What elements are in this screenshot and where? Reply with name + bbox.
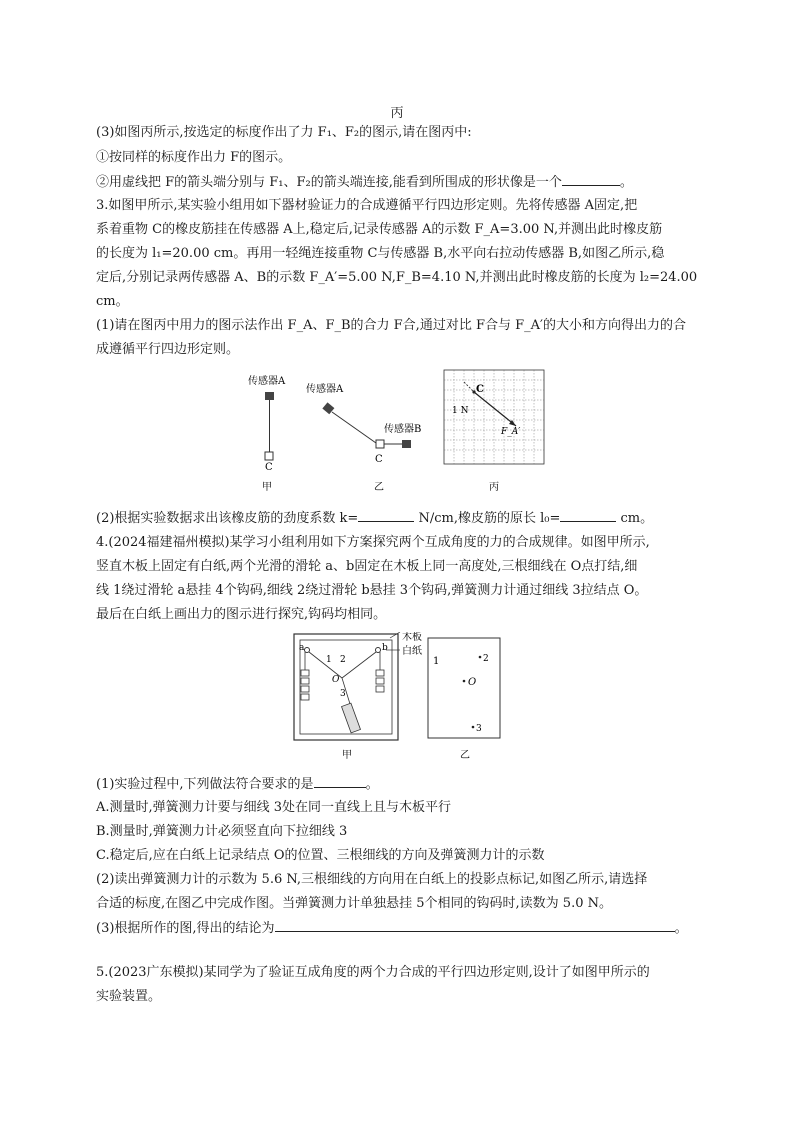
- q3-line3: 的长度为 l₁=20.00 cm。再用一轻绳连接重物 C与传感器 B,水平向右拉动传感器 B,如图乙所示,稳: [96, 246, 665, 261]
- grid-bing: [444, 370, 544, 464]
- label-c-yi: C: [375, 454, 383, 465]
- answer-blank-q4-1[interactable]: [314, 774, 366, 788]
- q4-option-b: B.测量时,弹簧测力计必须竖直向下拉细线 3: [96, 824, 348, 839]
- weight-c-jia: [265, 452, 273, 460]
- q3-part1-line1: (1)请在图丙中用力的图示法作出 F_A、F_B的合力 F合,通过对比 F合与 F_A′的大小和方向得出力的合: [96, 318, 686, 333]
- caption-bing: 丙: [489, 482, 499, 493]
- pulley-a: [305, 648, 310, 653]
- q4-option-c: C.稳定后,应在白纸上记录结点 O的位置、三根细线的方向及弹簧测力计的示数: [96, 848, 545, 863]
- q3-line5: cm。: [96, 294, 129, 309]
- q3-figure: [238, 368, 558, 494]
- label-3: 3: [340, 689, 346, 699]
- q3-part1-line2: 成遵循平行四边形定则。: [96, 342, 240, 357]
- label-1: 1: [326, 655, 332, 665]
- pulley-b: [376, 648, 381, 653]
- paper-yi: [428, 638, 500, 738]
- q4-part2-line1: (2)读出弹簧测力计的示数为 5.6 N,三根细线的方向用在白纸上的投影点标记,如图乙所示,请选择: [96, 872, 648, 887]
- label-board: 木板: [402, 632, 422, 643]
- figure-caption-bing-top: 丙: [390, 106, 404, 121]
- q4-figure: [290, 632, 510, 764]
- point-2: 2: [483, 654, 489, 664]
- point-o-dot: [463, 680, 466, 683]
- q3-line1: 3.如图甲所示,某实验小组用如下器材验证力的合成遵循平行四边形定则。先将传感器 A固定,把: [96, 198, 638, 213]
- q2-part3-line1: (3)如图丙所示,按选定的标度作出了力 F₁、F₂的图示,请在图丙中:: [96, 125, 472, 140]
- sensor-b-yi: [402, 440, 411, 448]
- rubber-band-yi: [332, 412, 376, 443]
- label-2: 2: [340, 655, 346, 665]
- q4-line2: 竖直木板上固定有白纸,两个光滑的滑轮 a、b固定在木板上同一高度处,三根细线在 O点打结,细: [96, 559, 638, 574]
- q2-part3-line3: ②用虚线把 F的箭头端分别与 F₁、F₂的箭头端连接,能看到所围成的形状像是一个 。: [96, 172, 708, 193]
- label-sensor-a-yi: 传感器A: [306, 384, 344, 395]
- label-o: O: [332, 675, 340, 685]
- point-3: 3: [476, 724, 482, 734]
- label-paper: 白纸: [402, 646, 422, 657]
- q3-line4: 定后,分别记录两传感器 A、B的示数 F_A′=5.00 N,F_B=4.10 N,并测出此时橡皮筋的长度为 l₂=24.00: [96, 270, 698, 285]
- q4-part2-line2: 合适的标度,在图乙中完成作图。当弹簧测力计单独悬挂 5个相同的钩码时,读数为 5.0 N。: [96, 896, 612, 911]
- point-2-dot: [479, 656, 482, 659]
- label-sensor-b-yi: 传感器B: [384, 424, 422, 435]
- answer-blank-k[interactable]: [358, 508, 414, 522]
- q2-part3-line2: ①按同样的标度作出力 F的图示。: [96, 150, 292, 165]
- scale-label: 1 N: [452, 406, 469, 416]
- answer-blank-q4-3[interactable]: [275, 918, 675, 932]
- q4-part3-line: (3)根据所作的图,得出的结论为 。: [96, 918, 708, 939]
- answer-blank-l0[interactable]: [560, 508, 616, 522]
- label-sensor-a-jia: 传感器A: [248, 376, 286, 387]
- point-1: 1: [433, 656, 440, 667]
- q3-part2-line: (2)根据实验数据求出该橡皮筋的劲度系数 k= N/cm,橡皮筋的原长 l₀= cm。: [96, 508, 708, 529]
- q4-part1-line: (1)实验过程中,下列做法符合要求的是 。: [96, 774, 708, 795]
- caption-jia: 甲: [262, 482, 272, 493]
- hooked-weights-b: [376, 670, 384, 692]
- q4-line1: 4.(2024福建福州模拟)某学习小组利用如下方案探究两个互成角度的力的合成规律。如图甲所示,: [96, 535, 650, 550]
- weight-c-yi: [376, 440, 384, 448]
- q5-line1: 5.(2023广东模拟)某同学为了验证互成角度的两个力合成的平行四边形定则,设计了如图甲所示的: [96, 965, 650, 980]
- caption-jia-q4: 甲: [342, 750, 352, 761]
- label-c-jia: C: [265, 462, 273, 473]
- q3-line2: 系着重物 C的橡皮筋挂在传感器 A上,稳定后,记录传感器 A的示数 F_A=3.00 N,并测出此时橡皮筋: [96, 222, 663, 237]
- caption-yi: 乙: [374, 482, 384, 493]
- label-c-bing: C: [476, 384, 484, 395]
- q5-line2: 实验装置。: [96, 989, 162, 1004]
- label-fa-prime: F_A′: [501, 427, 521, 437]
- q4-option-a: A.测量时,弹簧测力计要与细线 3处在同一直线上且与木板平行: [96, 800, 452, 815]
- label-b: b: [382, 643, 388, 653]
- fa-direction-dashed: [464, 382, 474, 392]
- point-o: O: [468, 677, 477, 688]
- fa-prime-arrow: [474, 392, 516, 426]
- sensor-a-jia: [265, 392, 274, 400]
- q4-line4: 最后在白纸上画出力的图示进行探究,钩码均相同。: [96, 607, 387, 622]
- point-3-dot: [472, 726, 475, 729]
- q4-line3: 线 1绕过滑轮 a悬挂 4个钩码,细线 2绕过滑轮 b悬挂 3个钩码,弹簧测力计通过细线 3拉结点 O。: [96, 583, 648, 598]
- answer-blank[interactable]: [562, 172, 620, 186]
- caption-yi-q4: 乙: [460, 750, 470, 761]
- label-a: a: [299, 643, 305, 653]
